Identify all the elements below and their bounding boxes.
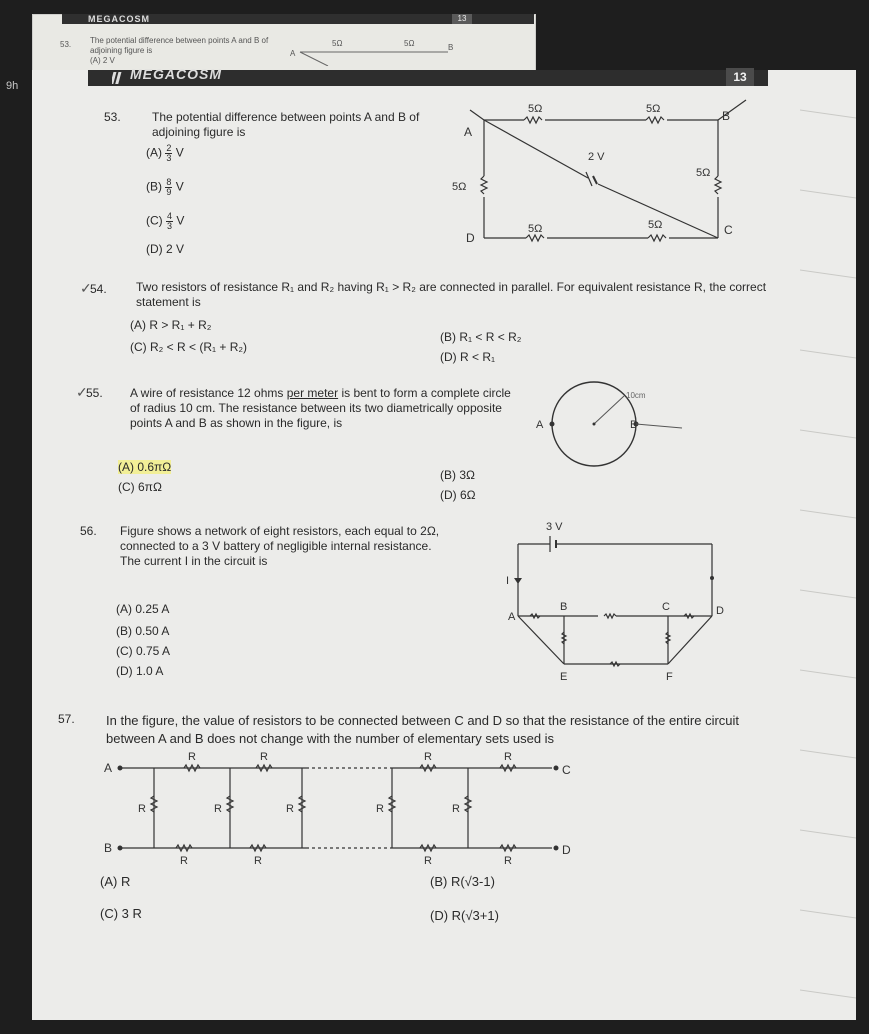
q54-option-d: (D) R < R₁ [440, 350, 496, 364]
q57-r-bottom-4: R [504, 855, 512, 867]
q53-resistor-bottom-right [648, 235, 666, 241]
q53-b-den: 9 [166, 187, 172, 197]
q55-option-a-text: (A) 0.6πΩ [118, 460, 172, 474]
question-55-number: 55. [86, 386, 103, 400]
q53-option-a-label: (A) [146, 145, 162, 160]
q53-r-left: 5Ω [452, 181, 467, 193]
ghost-page-badge: 13 [452, 14, 472, 24]
q53-r-top-right: 5Ω [646, 103, 661, 115]
q56-wire-a-e [518, 616, 564, 664]
q56-circuit-diagram [506, 518, 736, 684]
q53-label-b: B [722, 109, 731, 123]
q53-option-a-unit: V [175, 145, 184, 160]
q57-r-bottom-1: R [180, 855, 188, 867]
question-53-text: The potential difference between points A and B of adjoining figure is [152, 110, 420, 139]
q53-c-den: 3 [167, 221, 173, 231]
q53-option-b-fraction [165, 178, 172, 197]
q53-option-b-unit: V [175, 179, 184, 194]
q57-terminal-d [554, 846, 559, 851]
q57-option-d-pre: (D) R( [430, 908, 466, 923]
question-56-number: 56. [80, 524, 97, 538]
q55-text-pre: A wire of resistance 12 ohms [130, 386, 287, 400]
page-number-badge: 13 [726, 68, 754, 86]
q53-option-c-unit: V [176, 213, 185, 228]
q56-current-arrow-icon [514, 578, 522, 584]
q57-option-b-pre: (B) R( [430, 874, 465, 889]
q53-label-c: C [724, 223, 733, 237]
q57-r-bottom-3: R [424, 855, 432, 867]
q57-terminal-a [118, 766, 123, 771]
q56-right-node [710, 576, 714, 580]
q53-wire-from-a [470, 110, 484, 120]
question-54-number: 54. [90, 282, 107, 296]
q56-label-b: B [560, 601, 568, 613]
ghost-label-b: B [448, 43, 454, 52]
q57-r-top-1: R [188, 751, 196, 763]
q56-current-label: I [506, 575, 510, 587]
q57-label-b: B [104, 841, 113, 855]
q55-text-post: is bent to form a complete circle of radius 10 cm. The resistance between its two diametrically opposite points A and B as shown in the figure, is [130, 386, 511, 430]
q53-a-den: 3 [166, 153, 172, 163]
q55-center-dot [593, 423, 596, 426]
q57-option-a: (A) R [100, 874, 131, 889]
q57-option-d-sqrt: √3 [465, 908, 480, 923]
q57-label-d: D [562, 843, 571, 857]
q57-option-b [430, 874, 495, 889]
q56-option-d: (D) 1.0 A [116, 664, 164, 678]
ghost-question-number: 53. [60, 40, 72, 49]
notebook-lines-right [800, 70, 856, 1020]
q53-c-num: 4 [167, 211, 173, 221]
ghost-question-text [90, 36, 290, 66]
margin-note: 9h [6, 80, 19, 92]
q53-diagonal-upper [484, 120, 588, 178]
q57-r-bottom-2: R [254, 855, 262, 867]
q53-option-d-text: 2 V [166, 242, 185, 256]
q53-battery-plate-long [586, 172, 592, 186]
brand-logo-icon [112, 70, 126, 86]
q55-option-c: (C) 6πΩ [118, 480, 162, 494]
q55-option-b: (B) 3Ω [440, 468, 475, 482]
q57-r-top-2: R [260, 751, 268, 763]
ghost-circuit-diagram [288, 32, 468, 66]
question-57-text: In the figure, the value of resistors to be connected between C and D so that the resistance of the entire circuit between A and B does not change with the number of elementary sets used is [106, 713, 740, 746]
q53-r-right: 5Ω [696, 167, 711, 179]
q53-r-top-left: 5Ω [528, 103, 543, 115]
q55-radius-label: 10cm [626, 391, 646, 400]
q53-option-c-fraction [166, 212, 173, 231]
q53-resistor-top-right [646, 117, 664, 123]
q55-radius-line [594, 396, 624, 424]
q56-wire-d-f [668, 616, 712, 664]
q53-r-bottom-left: 5Ω [528, 223, 543, 235]
ghost-resistor-2: 5Ω [404, 39, 415, 48]
q54-option-c: (C) R₂ < R < (R₁ + R₂) [130, 340, 248, 354]
q56-label-e: E [560, 671, 568, 683]
q53-resistor-bottom-left [526, 235, 544, 241]
q56-label-d: D [716, 605, 724, 617]
q57-r-rung-2: R [214, 803, 222, 815]
q54-tick-mark: ✓ [80, 280, 92, 296]
q53-option-c-label: (C) [146, 213, 163, 228]
q55-label-a: A [536, 419, 544, 431]
q57-terminal-c [554, 766, 559, 771]
q53-r-bottom-right: 5Ω [648, 219, 663, 231]
q53-option-b-label: (B) [146, 179, 162, 194]
q56-option-a: (A) 0.25 A [116, 602, 170, 616]
q53-resistor-left [481, 176, 487, 194]
q57-option-d-post: +1) [479, 908, 499, 923]
ghost-question-body: The potential difference between points A and B of adjoining figure is [90, 36, 269, 55]
question-57-number: 57. [58, 712, 75, 726]
q57-option-d [430, 908, 499, 923]
q53-option-b [146, 178, 184, 197]
q57-r-rung-4: R [376, 803, 384, 815]
q55-option-a [118, 460, 171, 474]
question-56-text: Figure shows a network of eight resistors, each equal to 2Ω, connected to a 3 V battery of negligible internal resistance. The current I in the circuit is [120, 524, 440, 568]
q55-label-b: B [630, 419, 638, 431]
ghost-option-a: (A) 2 V [90, 56, 115, 65]
q56-label-a: A [508, 611, 516, 623]
q53-resistor-top-left [524, 117, 542, 123]
q53-option-c [146, 212, 184, 231]
q53-circuit-diagram [450, 96, 770, 256]
q53-resistor-right [715, 176, 721, 194]
q55-option-d: (D) 6Ω [440, 488, 476, 502]
q57-option-c: (C) 3 R [100, 906, 142, 921]
q54-option-a: (A) R > R₁ + R₂ [130, 318, 212, 332]
q55-tick-mark: ✓ [76, 384, 88, 400]
ghost-label-a: A [290, 49, 296, 58]
q53-label-d: D [466, 231, 475, 245]
q57-option-b-post: -1) [479, 874, 495, 889]
q53-option-a [146, 144, 184, 163]
q57-option-b-sqrt: √3 [464, 874, 480, 889]
q55-point-a [550, 422, 555, 427]
q57-label-c: C [562, 763, 571, 777]
question-54-text: Two resistors of resistance R₁ and R₂ having R₁ > R₂ are connected in parallel. For equivalent resistance R, the correct statement is [136, 280, 767, 309]
q56-resistor-b-c [604, 614, 616, 618]
ghost-brand: MEGACOSM [88, 14, 150, 24]
q55-lead-b [636, 424, 682, 428]
q53-b-num: 8 [166, 177, 172, 187]
q55-circle-diagram [520, 378, 690, 474]
q53-battery-label: 2 V [588, 151, 605, 163]
q57-r-rung-5: R [452, 803, 460, 815]
q53-label-a: A [464, 125, 473, 139]
q57-r-top-3: R [424, 751, 432, 763]
q56-option-c: (C) 0.75 A [116, 644, 171, 658]
question-55-text [130, 386, 514, 431]
q53-option-a-fraction [165, 144, 172, 163]
q53-battery-plate-short [593, 176, 597, 184]
q53-option-d [146, 242, 184, 256]
q56-label-c: C [662, 601, 670, 613]
ghost-resistor-1: 5Ω [332, 39, 343, 48]
q57-r-rung-3: R [286, 803, 294, 815]
q56-battery-label: 3 V [546, 521, 563, 533]
q57-r-rung-1: R [138, 803, 146, 815]
question-53-number: 53. [104, 110, 121, 124]
q57-r-top-4: R [504, 751, 512, 763]
brand-name: MEGACOSM [130, 66, 222, 82]
q55-text-underlined: per meter [286, 386, 339, 400]
q56-label-f: F [666, 671, 673, 683]
q57-label-a: A [104, 761, 113, 775]
q53-option-d-label: (D) [146, 242, 163, 256]
q57-terminal-b [118, 846, 123, 851]
q53-a-num: 2 [166, 143, 172, 153]
q57-ladder-diagram [96, 748, 596, 872]
q54-option-b: (B) R₁ < R < R₂ [440, 330, 522, 344]
q56-option-b: (B) 0.50 A [116, 624, 170, 638]
ghost-diagonal [300, 52, 328, 66]
